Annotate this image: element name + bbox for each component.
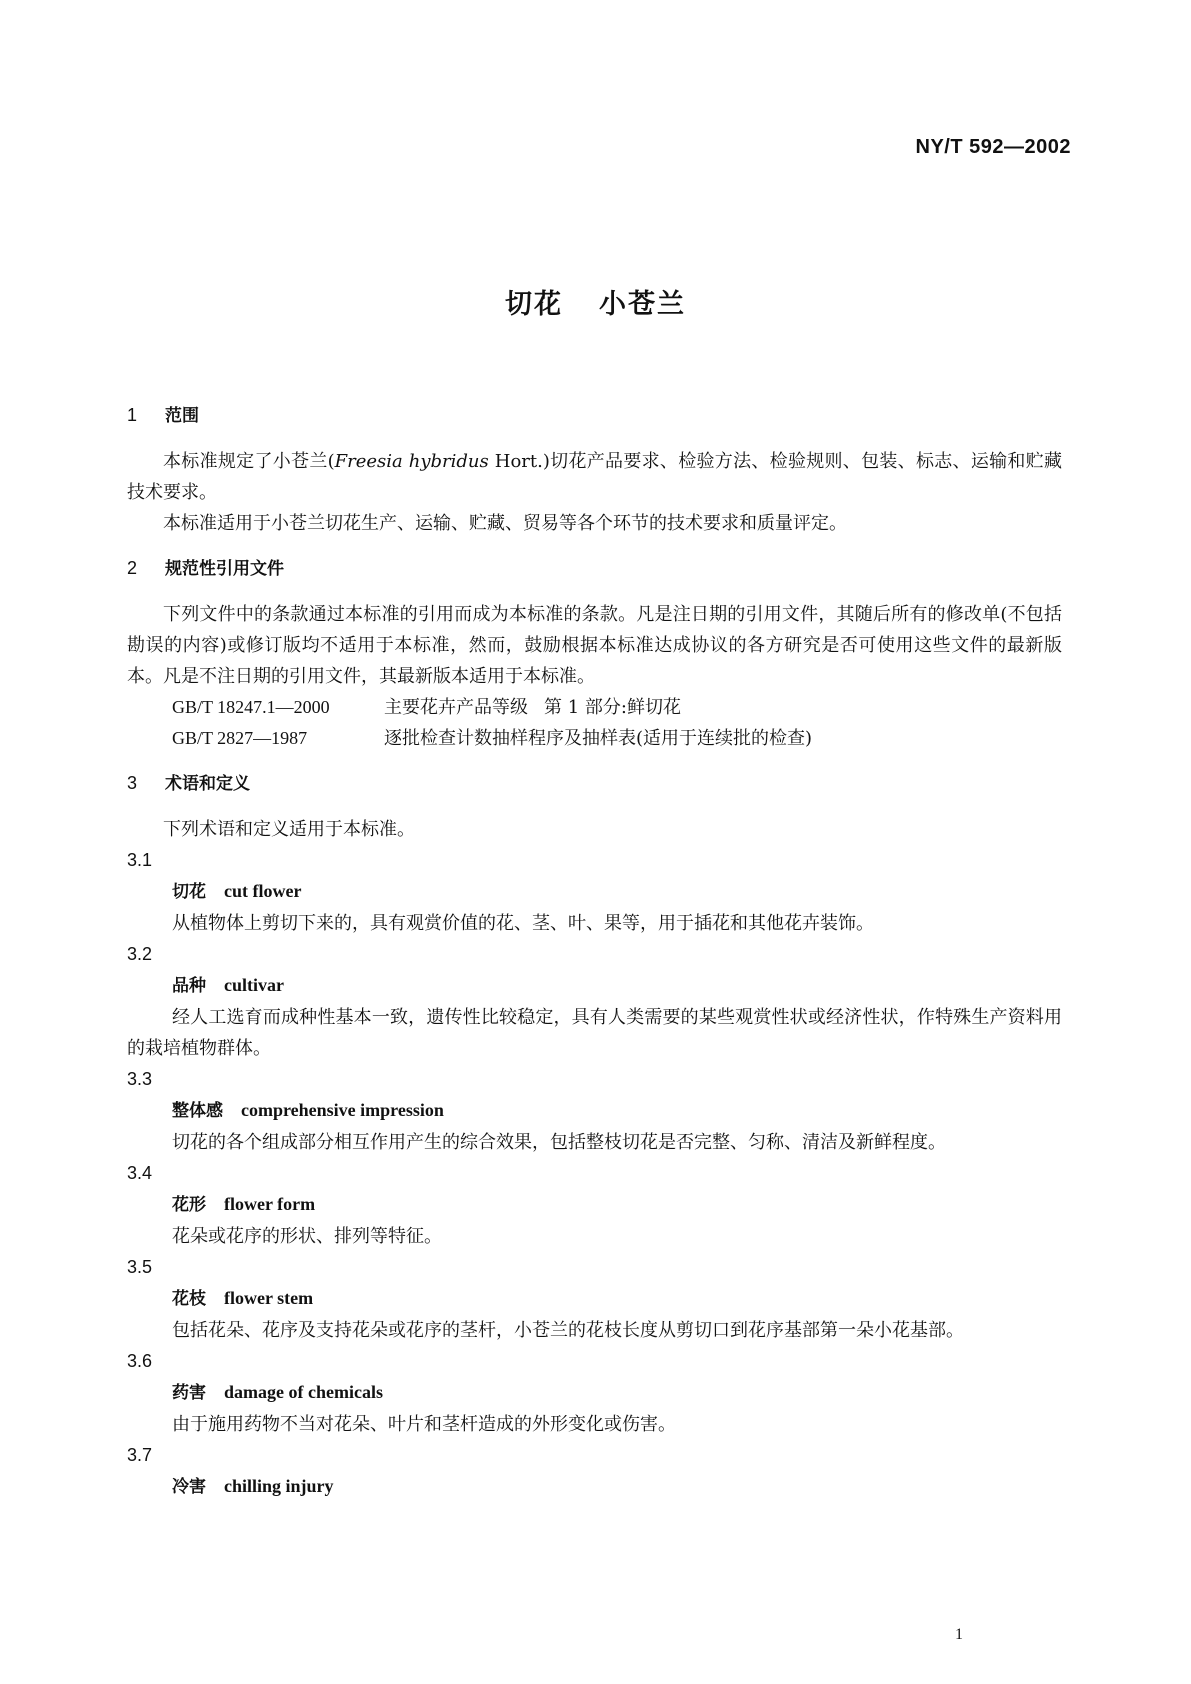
section-title: 规范性引用文件 — [165, 559, 284, 579]
document-title — [0, 282, 1191, 321]
reference-item — [127, 692, 1062, 723]
document-body — [127, 400, 1062, 1503]
clause-number: 3.5 — [127, 1257, 153, 1277]
term-en: flower stem — [224, 1288, 314, 1308]
term-heading — [127, 1377, 1062, 1409]
reference-code: GB/T 18247.1—2000 — [172, 697, 330, 717]
clause-number: 3.3 — [127, 1069, 153, 1089]
term-heading — [127, 876, 1062, 908]
section-number: 1 — [127, 405, 138, 425]
term-definition: 切花的各个组成部分相互作用产生的综合效果，包括整枝切花是否完整、匀称、清洁及新鲜程度。 — [172, 1132, 946, 1153]
scope-text-pre: 本标准规定了小苍兰( — [163, 451, 335, 472]
term-zh: 花形 — [172, 1195, 206, 1215]
scope-paragraph-1 — [127, 446, 1062, 508]
section-title: 术语和定义 — [165, 774, 250, 794]
section-heading-scope — [127, 400, 1062, 432]
title-part-1: 切花 — [505, 289, 563, 320]
clause-number: 3.7 — [127, 1445, 153, 1465]
term-en: cut flower — [224, 881, 302, 901]
term-en: flower form — [224, 1194, 316, 1214]
term-en: comprehensive impression — [241, 1100, 444, 1120]
term-definition: 由于施用药物不当对花朵、叶片和茎杆造成的外形变化或伤害。 — [172, 1414, 676, 1435]
term-en: chilling injury — [224, 1476, 334, 1496]
section-number: 3 — [127, 773, 138, 793]
title-part-2: 小苍兰 — [599, 289, 686, 320]
term-definition: 经人工选育而成种性基本一致，遗传性比较稳定，具有人类需要的某些观赏性状或经济性状，作特殊生产资料用的栽培植物群体。 — [127, 1007, 1062, 1059]
section-title: 范围 — [165, 406, 199, 426]
reference-title: 主要花卉产品等级 — [384, 697, 528, 718]
reference-part: 第 1 部分:鲜切花 — [544, 697, 681, 718]
term-heading — [127, 1095, 1062, 1127]
term-zh: 整体感 — [172, 1101, 223, 1121]
scope-paragraph-2: 本标准适用于小苍兰切花生产、运输、贮藏、贸易等各个环节的技术要求和质量评定。 — [163, 513, 847, 534]
term-zh: 花枝 — [172, 1289, 206, 1309]
terms-intro: 下列术语和定义适用于本标准。 — [163, 819, 415, 840]
term-heading — [127, 1189, 1062, 1221]
clause-number: 3.4 — [127, 1163, 153, 1183]
term-heading — [127, 970, 1062, 1002]
term-zh: 品种 — [172, 976, 206, 996]
scope-text-post: Hort.)切花产品要求、检验方法、检验规则、包装、标志、运输和贮藏技术要求。 — [127, 451, 1062, 503]
term-definition: 从植物体上剪切下来的，具有观赏价值的花、茎、叶、果等，用于插花和其他花卉装饰。 — [172, 913, 874, 934]
term-zh: 药害 — [172, 1383, 206, 1403]
clause-number: 3.1 — [127, 850, 153, 870]
reference-code: GB/T 2827—1987 — [172, 728, 308, 748]
clause-number: 3.2 — [127, 944, 153, 964]
reference-title: 逐批检查计数抽样程序及抽样表(适用于连续批的检查) — [384, 728, 813, 749]
standard-code: NY/T 592—2002 — [915, 136, 1071, 158]
term-zh: 切花 — [172, 882, 206, 902]
clause-number: 3.6 — [127, 1351, 153, 1371]
latin-name: Freesia hybridus — [334, 451, 489, 472]
term-heading — [127, 1471, 1062, 1503]
term-heading — [127, 1283, 1062, 1315]
term-en: damage of chemicals — [224, 1382, 383, 1402]
term-en: cultivar — [224, 975, 284, 995]
section-heading-terms — [127, 768, 1062, 800]
page-number: 1 — [955, 1626, 963, 1643]
references-paragraph: 下列文件中的条款通过本标准的引用而成为本标准的条款。凡是注日期的引用文件，其随后所有的修改单(不包括勘误的内容)或修订版均不适用于本标准，然而，鼓励根据本标准达成协议的各方研究是否可使用这些文件的最新版本。凡是不注日期的引用文件，其最新版本适用于本标准。 — [127, 604, 1062, 687]
term-definition: 花朵或花序的形状、排列等特征。 — [172, 1226, 442, 1247]
term-zh: 冷害 — [172, 1477, 206, 1497]
reference-item — [127, 723, 1062, 754]
section-heading-normative-references — [127, 553, 1062, 585]
term-definition: 包括花朵、花序及支持花朵或花序的茎杆，小苍兰的花枝长度从剪切口到花序基部第一朵小花基部。 — [172, 1320, 964, 1341]
section-number: 2 — [127, 558, 138, 578]
